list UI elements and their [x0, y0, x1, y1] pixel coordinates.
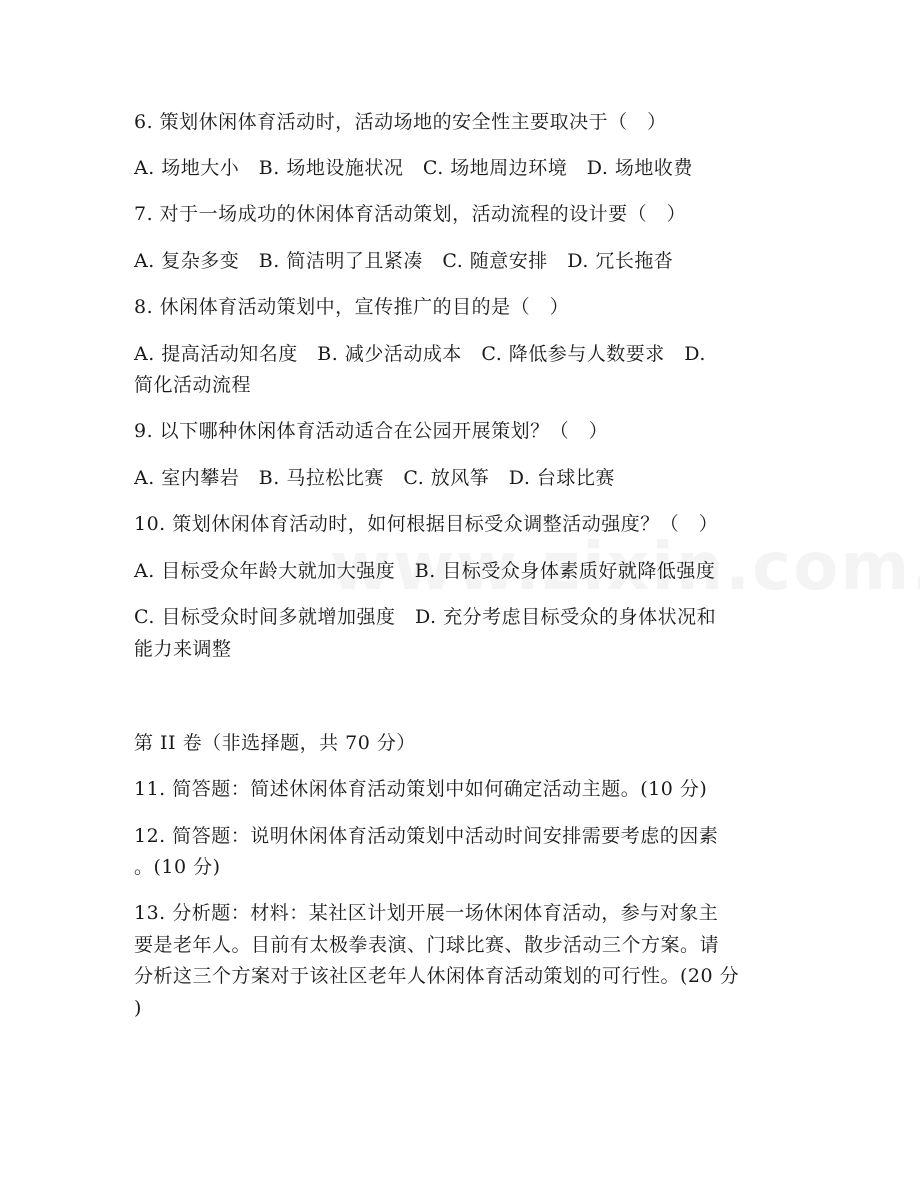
question-12: 12. 简答题：说明休闲体育活动策划中活动时间安排需要考虑的因素 [134, 825, 719, 847]
question-6-stem: 6. 策划休闲体育活动时，活动场地的安全性主要取决于（ ） [134, 111, 667, 133]
question-7-stem: 7. 对于一场成功的休闲体育活动策划，活动流程的设计要（ ） [134, 203, 687, 225]
question-13-line-2: 要是老年人。目前有太极拳表演、门球比赛、散步活动三个方案。请 [134, 934, 720, 956]
question-13-line-3: 分析这三个方案对于该社区老年人休闲体育活动策划的可行性。(20 分 [134, 965, 740, 987]
question-9-options: A. 室内攀岩 B. 马拉松比赛 C. 放风筝 D. 台球比赛 [134, 467, 615, 489]
section-heading: 第 II 卷（非选择题，共 70 分） [134, 732, 416, 754]
question-10-options-ab: A. 目标受众年龄大就加大强度 B. 目标受众身体素质好就降低强度 [134, 560, 716, 582]
question-10-options-cd: C. 目标受众时间多就增加强度 D. 充分考虑目标受众的身体状况和 [134, 606, 717, 628]
question-10-stem: 10. 策划休闲体育活动时，如何根据目标受众调整活动强度？（ ） [134, 513, 719, 535]
question-11: 11. 简答题：简述休闲体育活动策划中如何确定活动主题。(10 分) [134, 778, 708, 800]
question-8-options-cont: 简化活动流程 [134, 374, 252, 396]
question-13-line-4: ) [134, 997, 142, 1019]
question-10-options-cont: 能力来调整 [134, 638, 232, 660]
question-7-options: A. 复杂多变 B. 简洁明了且紧凑 C. 随意安排 D. 冗长拖沓 [134, 250, 674, 272]
question-12-cont: 。(10 分) [134, 856, 221, 878]
question-8-stem: 8. 休闲体育活动策划中，宣传推广的目的是（ ） [134, 296, 570, 318]
question-8-options: A. 提高活动知名度 B. 减少活动成本 C. 降低参与人数要求 D. [134, 343, 706, 365]
question-9-stem: 9. 以下哪种休闲体育活动适合在公园开展策划？（ ） [134, 420, 609, 442]
question-6-options: A. 场地大小 B. 场地设施状况 C. 场地周边环境 D. 场地收费 [134, 157, 693, 179]
question-13-line-1: 13. 分析题：材料：某社区计划开展一场休闲体育活动，参与对象主 [134, 902, 719, 924]
